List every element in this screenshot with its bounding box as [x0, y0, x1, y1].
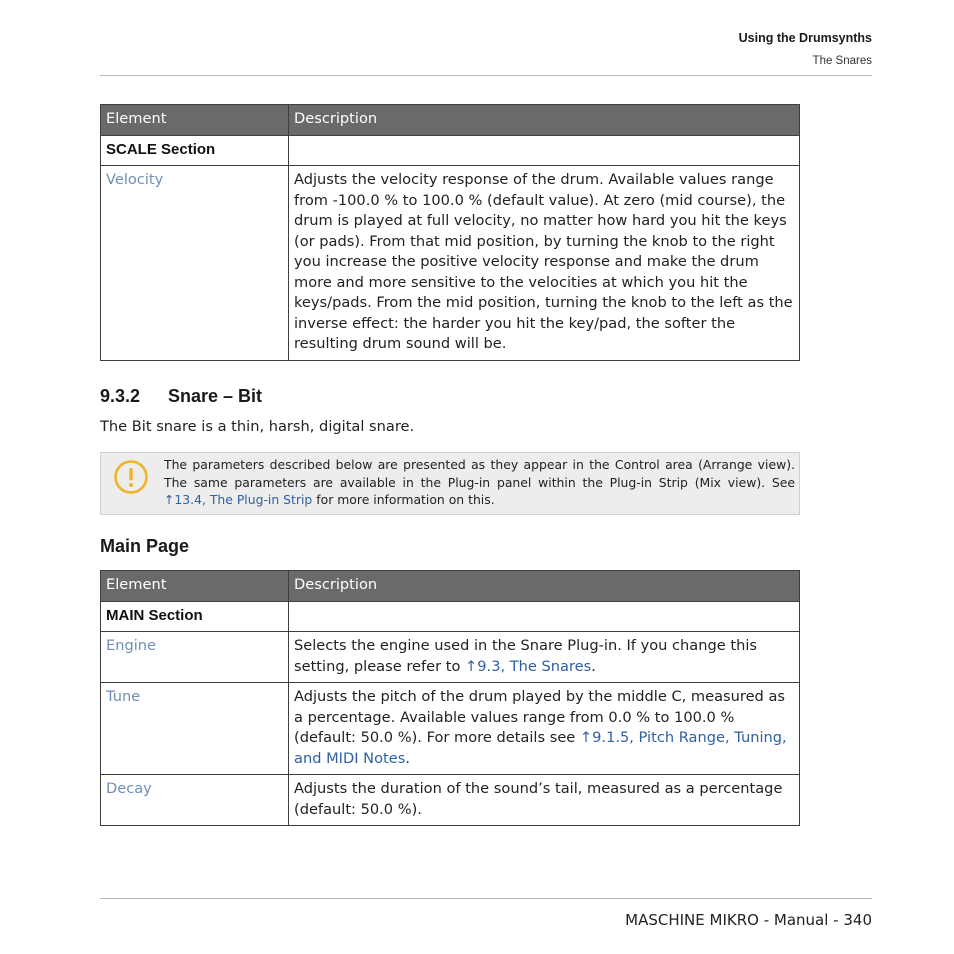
note-body-end: for more information on this.	[316, 492, 495, 507]
link-the-snares[interactable]: ↑9.3, The Snares	[465, 657, 592, 675]
header-divider	[100, 75, 872, 76]
description-cell: Adjusts the velocity response of the drum. Available values range from -100.0 % to 100.0 % (default value). At zero (mid course), the drum is played at full velocity, no matter how hard you hit the keys (or pads). From that mid position, by turning the knob to the right you increase the positive velocity response and make the drum more and more sensitive to the velocities at which you hit the keys/pads. From the mid position, turning the knob to the left as the inverse effect: the harder you hit the key/pad, the softer the resulting drum sound will be.	[289, 166, 800, 361]
column-header-description: Description	[289, 571, 800, 602]
column-header-description: Description	[289, 105, 800, 136]
intro-paragraph: The Bit snare is a thin, harsh, digital snare.	[100, 418, 415, 435]
running-header-chapter: Using the Drumsynths	[738, 31, 872, 45]
description-text: Adjusts the duration of the sound’s tail, measured as a percentage (default: 50.0 %).	[294, 780, 783, 818]
description-end: .	[405, 749, 410, 767]
description-cell	[289, 683, 800, 775]
description-text: Selects the engine used in the Snare Plug-in. If you change this setting, please refer to	[294, 637, 758, 675]
section-label: SCALE Section	[101, 135, 289, 166]
page-footer: MASCHINE MIKRO - Manual - 340	[625, 911, 872, 929]
element-cell-decay: Decay	[101, 775, 289, 826]
column-header-element: Element	[101, 571, 289, 602]
table-row	[101, 166, 800, 361]
scale-parameter-table	[100, 104, 800, 361]
element-cell-engine: Engine	[101, 632, 289, 683]
table-section-row	[101, 601, 800, 632]
column-header-element: Element	[101, 105, 289, 136]
main-parameter-table	[100, 570, 800, 826]
table-header-row	[101, 571, 800, 602]
section-label: MAIN Section	[101, 601, 289, 632]
section-number: 9.3.2	[100, 386, 141, 406]
table-header-row	[101, 105, 800, 136]
subsection-heading: Main Page	[100, 536, 190, 556]
running-header-section: The Snares	[812, 55, 872, 67]
table-row	[101, 632, 800, 683]
note-body: The parameters described below are presented as they appear in the Control area (Arrange view). The same parameters are available in the Plug-in panel within the Plug-in Strip (Mix view). See	[164, 457, 795, 490]
element-cell-tune: Tune	[101, 683, 289, 775]
section-title: Snare – Bit	[168, 386, 263, 406]
table-section-row	[101, 135, 800, 166]
description-end: .	[591, 657, 596, 675]
element-cell-velocity: Velocity	[101, 166, 289, 361]
note-link-plug-in-strip[interactable]: ↑13.4, The Plug-in Strip	[164, 492, 313, 507]
table-row	[101, 775, 800, 826]
description-cell	[289, 775, 800, 826]
note-box	[100, 452, 800, 515]
warning-exclamation-icon	[114, 460, 148, 494]
empty-cell	[289, 135, 800, 166]
empty-cell	[289, 601, 800, 632]
table-row	[101, 683, 800, 775]
description-cell	[289, 632, 800, 683]
section-heading	[100, 386, 262, 407]
footer-divider	[100, 898, 872, 899]
note-text	[164, 456, 795, 509]
description-text: Adjusts the pitch of the drum played by the middle C, measured as a percentage. Available values range from 0.0 % to 100.0 % (default: 50.0 %). For more details see	[294, 688, 786, 746]
link-pitch-range[interactable]: ↑9.1.5, Pitch Range, Tuning, and MIDI Notes	[294, 729, 787, 767]
